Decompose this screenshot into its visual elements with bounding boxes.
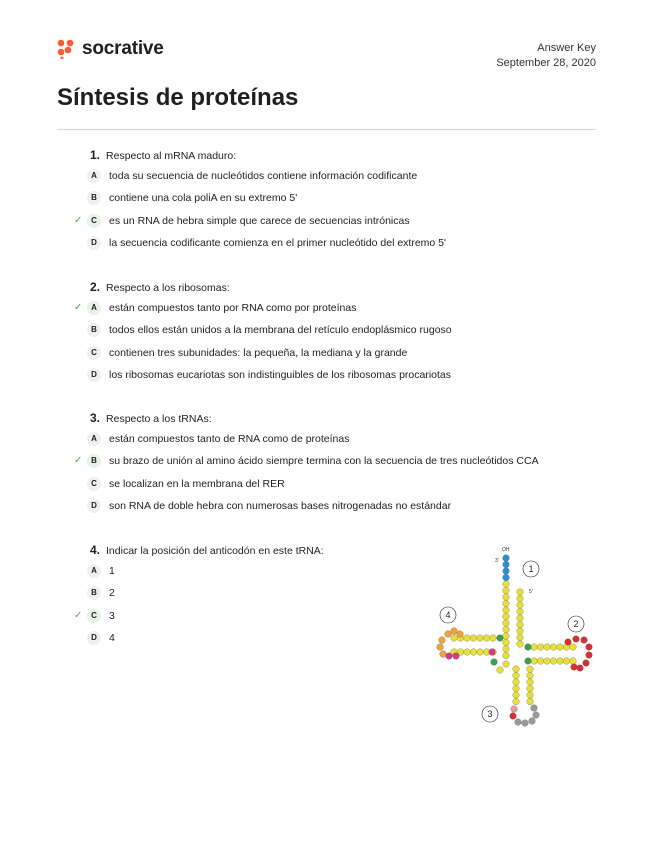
trna-nucleotides <box>437 555 593 727</box>
option-text: se localizan en la membrana del RER <box>109 478 285 490</box>
question-number: 2. <box>90 280 101 294</box>
nucleotide-bead <box>525 644 532 651</box>
option-letter-badge: B <box>87 454 101 468</box>
question-text: Respecto a los ribosomas: <box>106 282 230 294</box>
nucleotide-bead <box>503 555 510 562</box>
option-letter-badge: C <box>87 214 101 228</box>
nucleotide-bead <box>517 595 524 602</box>
nucleotide-bead <box>497 635 504 642</box>
trna-label-4: 4 <box>445 610 451 620</box>
check-icon: ✓ <box>74 610 83 621</box>
option-text: 1 <box>109 565 115 577</box>
answer-option <box>0 454 600 468</box>
trna-oh-label: OH <box>502 547 510 553</box>
nucleotide-bead <box>517 641 524 648</box>
answer-option <box>0 499 600 513</box>
nucleotide-bead <box>537 658 544 665</box>
nucleotide-bead <box>503 646 510 653</box>
nucleotide-bead <box>503 652 510 659</box>
nucleotide-bead <box>513 685 520 692</box>
nucleotide-bead <box>464 649 471 656</box>
option-letter-badge: A <box>87 564 101 578</box>
nucleotide-bead <box>586 652 593 659</box>
nucleotide-bead <box>570 644 577 651</box>
nucleotide-bead <box>483 635 490 642</box>
nucleotide-bead <box>531 705 538 712</box>
nucleotide-bead <box>531 658 538 665</box>
answer-option <box>0 346 600 360</box>
option-text: su brazo de unión al amino ácido siempre termina con la secuencia de tres nucleótidos CCA <box>109 455 539 467</box>
nucleotide-bead <box>477 649 484 656</box>
nucleotide-bead <box>513 692 520 699</box>
option-text: es un RNA de hebra simple que carece de secuencias intrónicas <box>109 215 410 227</box>
nucleotide-bead <box>527 698 534 705</box>
nucleotide-bead <box>517 608 524 615</box>
nucleotide-bead <box>527 666 534 673</box>
nucleotide-bead <box>477 635 484 642</box>
nucleotide-bead <box>529 718 536 725</box>
trna-label-3: 3 <box>487 709 493 719</box>
option-letter-badge: C <box>87 346 101 360</box>
nucleotide-bead <box>544 644 551 651</box>
check-icon: ✓ <box>74 455 83 466</box>
nucleotide-bead <box>517 628 524 635</box>
nucleotide-bead <box>517 589 524 596</box>
question-number: 3. <box>90 411 101 425</box>
question-prompt <box>90 280 230 294</box>
nucleotide-bead <box>453 653 460 660</box>
option-text: toda su secuencia de nucleótidos contiene información codificante <box>109 170 418 182</box>
nucleotide-bead <box>537 644 544 651</box>
answer-option <box>0 214 600 228</box>
option-text: contienen tres subunidades: la pequeña, la mediana y la grande <box>109 347 408 359</box>
nucleotide-bead <box>446 653 453 660</box>
nucleotide-bead <box>503 607 510 614</box>
answer-option <box>0 432 600 446</box>
nucleotide-bead <box>527 672 534 679</box>
question-text: Respecto a los tRNAs: <box>106 413 212 425</box>
trna-label-2: 2 <box>573 619 579 629</box>
title-divider <box>57 129 596 130</box>
option-letter-badge: D <box>87 499 101 513</box>
option-letter-badge: B <box>87 586 101 600</box>
question-text: Indicar la posición del anticodón en este tRNA: <box>106 545 324 557</box>
nucleotide-bead <box>563 658 570 665</box>
nucleotide-bead <box>489 649 496 656</box>
nucleotide-bead <box>544 658 551 665</box>
question-prompt <box>90 411 212 425</box>
nucleotide-bead <box>503 574 510 581</box>
check-icon: ✓ <box>74 215 83 226</box>
nucleotide-bead <box>573 636 580 643</box>
option-letter-badge: B <box>87 323 101 337</box>
option-letter-badge: B <box>87 191 101 205</box>
trna-5prime-label: 5' <box>529 589 533 595</box>
nucleotide-bead <box>503 561 510 568</box>
option-text: 3 <box>109 610 115 622</box>
nucleotide-bead <box>557 644 564 651</box>
nucleotide-bead <box>445 631 452 638</box>
nucleotide-bead <box>515 719 522 726</box>
question-prompt <box>90 148 236 162</box>
nucleotide-bead <box>513 679 520 686</box>
answer-option <box>0 236 600 250</box>
nucleotide-bead <box>497 667 504 674</box>
nucleotide-bead <box>517 634 524 641</box>
nucleotide-bead <box>513 672 520 679</box>
nucleotide-bead <box>527 685 534 692</box>
brand-name: socrative <box>82 38 164 59</box>
nucleotide-bead <box>470 635 477 642</box>
nucleotide-bead <box>503 639 510 646</box>
nucleotide-bead <box>451 628 458 635</box>
option-letter-badge: D <box>87 631 101 645</box>
nucleotide-bead <box>550 644 557 651</box>
nucleotide-bead <box>513 698 520 705</box>
answer-key-label: Answer Key <box>537 42 596 54</box>
nucleotide-bead <box>470 649 477 656</box>
nucleotide-bead <box>577 665 584 672</box>
nucleotide-bead <box>517 621 524 628</box>
nucleotide-bead <box>525 658 532 665</box>
nucleotide-bead <box>503 633 510 640</box>
nucleotide-bead <box>571 664 578 671</box>
option-letter-badge: A <box>87 169 101 183</box>
answer-option <box>0 323 600 337</box>
option-letter-badge: D <box>87 368 101 382</box>
nucleotide-bead <box>527 679 534 686</box>
option-letter-badge: A <box>87 301 101 315</box>
nucleotide-bead <box>527 692 534 699</box>
nucleotide-bead <box>503 620 510 627</box>
nucleotide-bead <box>513 666 520 673</box>
nucleotide-bead <box>586 644 593 651</box>
nucleotide-bead <box>503 626 510 633</box>
option-letter-badge: C <box>87 477 101 491</box>
question-prompt <box>90 543 324 557</box>
nucleotide-bead <box>557 658 564 665</box>
nucleotide-bead <box>522 720 529 727</box>
trna-figure <box>434 544 594 729</box>
nucleotide-bead <box>570 658 577 665</box>
answer-option <box>0 477 600 491</box>
nucleotide-bead <box>437 644 444 651</box>
check-icon: ✓ <box>74 302 83 313</box>
nucleotide-bead <box>517 602 524 609</box>
question-text: Respecto al mRNA maduro: <box>106 150 237 162</box>
option-text: 4 <box>109 632 115 644</box>
nucleotide-bead <box>503 587 510 594</box>
nucleotide-bead <box>464 635 471 642</box>
nucleotide-bead <box>503 661 510 668</box>
option-text: 2 <box>109 587 115 599</box>
nucleotide-bead <box>503 581 510 588</box>
trna-label-1: 1 <box>528 564 534 574</box>
nucleotide-bead <box>583 660 590 667</box>
nucleotide-bead <box>440 651 447 658</box>
answer-option <box>0 368 600 382</box>
nucleotide-bead <box>510 713 517 720</box>
nucleotide-bead <box>491 659 498 666</box>
option-text: todos ellos están unidos a la membrana del retículo endoplásmico rugoso <box>109 324 452 336</box>
nucleotide-bead <box>503 568 510 575</box>
nucleotide-bead <box>457 631 464 638</box>
document-meta <box>496 41 596 71</box>
option-letter-badge: A <box>87 432 101 446</box>
option-text: están compuestos tanto por RNA como por proteínas <box>109 302 357 314</box>
nucleotide-bead <box>550 658 557 665</box>
page-title: Síntesis de proteínas <box>57 84 299 111</box>
option-text: los ribosomas eucariotas son indistinguibles de los ribosomas procariotas <box>109 369 452 381</box>
nucleotide-bead <box>490 635 497 642</box>
logo-icon <box>56 39 76 59</box>
question-number: 4. <box>90 543 101 557</box>
answer-option <box>0 191 600 205</box>
option-text: contiene una cola poliA en su extremo 5' <box>109 192 298 204</box>
nucleotide-bead <box>581 637 588 644</box>
option-text: son RNA de doble hebra con numerosas bases nitrogenadas no estándar <box>109 500 452 512</box>
option-text: la secuencia codificante comienza en el primer nucleótido del extremo 5' <box>109 237 447 249</box>
answer-option <box>0 169 600 183</box>
nucleotide-bead <box>451 635 458 642</box>
nucleotide-bead <box>503 594 510 601</box>
option-letter-badge: C <box>87 609 101 623</box>
option-text: están compuestos tanto de RNA como de proteínas <box>109 433 350 445</box>
option-letter-badge: D <box>87 236 101 250</box>
socrative-logo <box>56 38 164 60</box>
nucleotide-bead <box>517 615 524 622</box>
trna-3prime-label: 3' <box>495 558 499 564</box>
nucleotide-bead <box>533 712 540 719</box>
nucleotide-bead <box>531 644 538 651</box>
answer-option <box>0 301 600 315</box>
nucleotide-bead <box>503 600 510 607</box>
nucleotide-bead <box>565 639 572 646</box>
nucleotide-bead <box>503 613 510 620</box>
nucleotide-bead <box>511 706 518 713</box>
nucleotide-bead <box>439 637 446 644</box>
question-number: 1. <box>90 148 101 162</box>
document-date: September 28, 2020 <box>496 57 596 69</box>
